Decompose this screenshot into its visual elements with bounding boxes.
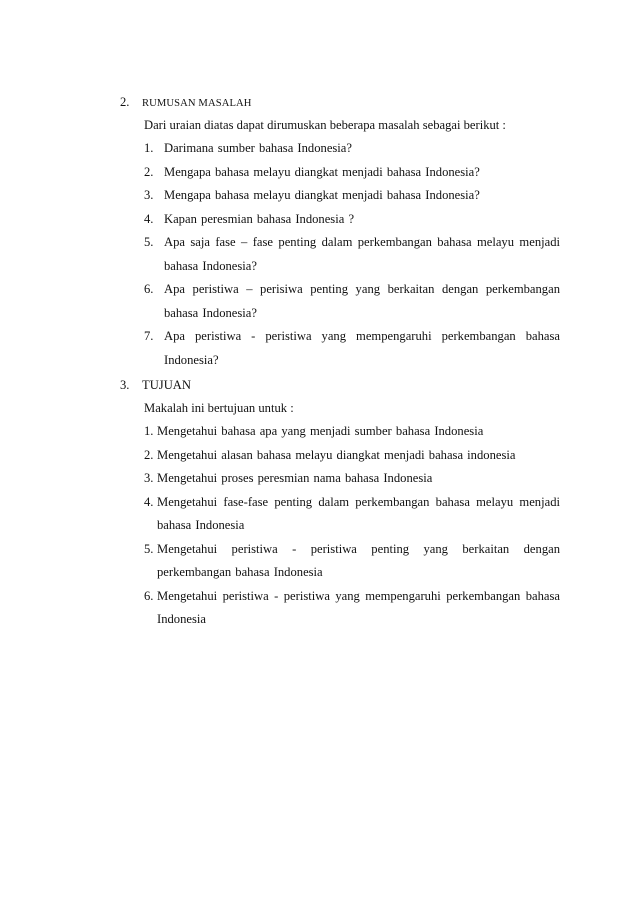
list-item-text: Kapan peresmian bahasa Indonesia ?	[164, 211, 355, 226]
list-item-number: 1.	[144, 141, 154, 155]
list-item-number: 7.	[144, 329, 154, 343]
list-item	[144, 231, 560, 278]
list-item	[144, 137, 560, 161]
list-item-text: Mengapa bahasa melayu diangkat menjadi bahasa Indonesia?	[164, 164, 480, 179]
section-title: TUJUAN	[142, 378, 191, 392]
list-item-text: Mengetahui alasan bahasa melayu diangkat menjadi bahasa indonesia	[157, 447, 516, 462]
section-title: RUMUSAN MASALAH	[142, 98, 252, 109]
list-item-text: Apa peristiwa - peristiwa yang mempengaruhi perkembangan bahasa Indonesia?	[164, 329, 560, 367]
list-item-number: 4.	[144, 494, 154, 509]
list-item	[144, 184, 560, 208]
list-item	[144, 444, 560, 468]
section-heading	[120, 374, 560, 396]
list-item-number: 5.	[144, 235, 154, 249]
list-item-number: 2.	[144, 447, 154, 462]
list-item-text: Mengetahui bahasa apa yang menjadi sumber bahasa Indonesia	[157, 424, 484, 438]
list-item	[144, 491, 560, 538]
list-item-text: Mengetahui fase-fase penting dalam perkembangan bahasa melayu menjadi bahasa Indonesia	[157, 494, 560, 532]
section-tujuan	[120, 374, 560, 632]
problem-list	[144, 137, 560, 372]
list-item	[144, 278, 560, 325]
list-item	[144, 467, 560, 491]
objective-list	[144, 420, 560, 632]
list-item-number: 2.	[144, 164, 154, 179]
list-item-text: Mengetahui peristiwa - peristiwa penting yang berkaitan dengan perkembangan bahasa Indonesia	[157, 541, 560, 579]
section-number: 2.	[120, 95, 130, 109]
list-item	[144, 538, 560, 585]
section-intro: Makalah ini bertujuan untuk :	[144, 401, 294, 415]
section-number: 3.	[120, 378, 130, 392]
list-item-text: Apa saja fase – fase penting dalam perkembangan bahasa melayu menjadi bahasa Indonesia?	[164, 235, 560, 273]
list-item	[144, 420, 560, 444]
list-item-number: 1.	[144, 424, 154, 438]
list-item	[144, 585, 560, 632]
section-rumusan-masalah	[120, 91, 560, 372]
list-item-text: Mengetahui peristiwa - peristiwa yang mempengaruhi perkembangan bahasa Indonesia	[157, 588, 560, 626]
list-item	[144, 325, 560, 372]
list-item-number: 5.	[144, 541, 154, 556]
list-item-number: 3.	[144, 471, 154, 485]
list-item-text: Darimana sumber bahasa Indonesia?	[164, 141, 352, 155]
list-item-text: Apa peristiwa – perisiwa penting yang berkaitan dengan perkembangan bahasa Indonesia?	[164, 282, 560, 320]
list-item-text: Mengetahui proses peresmian nama bahasa Indonesia	[157, 471, 433, 485]
list-item-number: 4.	[144, 211, 154, 226]
section-intro: Dari uraian diatas dapat dirumuskan beberapa masalah sebagai berikut :	[144, 118, 506, 132]
list-item	[144, 208, 560, 232]
section-heading	[120, 91, 560, 113]
list-item	[144, 161, 560, 185]
list-item-text: Mengapa bahasa melayu diangkat menjadi bahasa Indonesia?	[164, 188, 480, 202]
list-item-number: 3.	[144, 188, 154, 202]
list-item-number: 6.	[144, 282, 154, 296]
list-item-number: 6.	[144, 588, 154, 603]
